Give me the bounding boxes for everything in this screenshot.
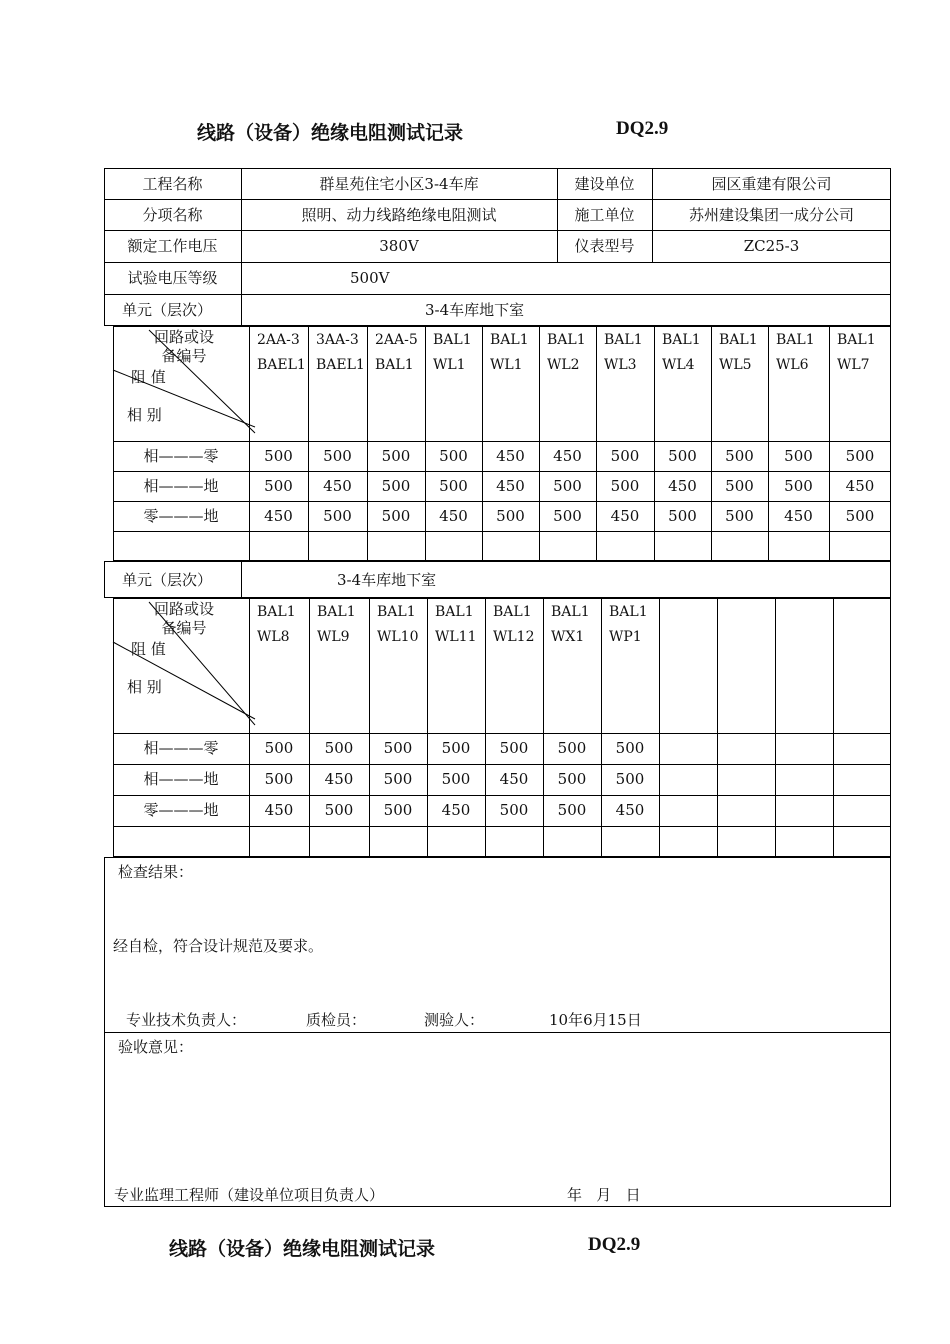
resistance-value xyxy=(775,795,833,826)
test-voltage-label: 试验电压等级 xyxy=(127,269,218,287)
resistance-value: 500 xyxy=(784,477,813,495)
resistance-value xyxy=(717,795,775,826)
inspector-label: 质检员： xyxy=(306,1011,367,1029)
resistance-value: 500 xyxy=(439,447,468,465)
resistance-value: 450 xyxy=(496,447,525,465)
resistance-value: 500 xyxy=(615,739,645,757)
resistance-value xyxy=(659,795,717,826)
circuit-code: BAL1 WL3 xyxy=(604,332,643,373)
resistance-value: 450 xyxy=(845,477,875,495)
circuit-code: BAL1 WL8 xyxy=(257,604,296,645)
resistance-value: 450 xyxy=(668,477,697,495)
tech-lead-label: 专业技术负责人： xyxy=(126,1011,247,1029)
resistance-value: 500 xyxy=(615,770,645,788)
resistance-value xyxy=(833,733,891,764)
resistance-value: 500 xyxy=(264,447,293,465)
resistance-value: 500 xyxy=(553,507,582,525)
supervising-engineer-label: 专业监理工程师（建设单位项目负责人） xyxy=(114,1186,385,1204)
resistance-value: 500 xyxy=(381,507,411,525)
resistance-value: 450 xyxy=(553,447,582,465)
resistance-value: 500 xyxy=(668,507,697,525)
phase-row-label: 零———地 xyxy=(143,801,219,819)
circuit-code: BAL1 WL4 xyxy=(662,332,701,373)
resistance-value: 450 xyxy=(610,507,640,525)
resistance-value: 500 xyxy=(441,739,471,757)
resistance-value: 450 xyxy=(324,770,354,788)
rated-voltage-value: 380V xyxy=(379,237,419,255)
phase-row-label: 零———地 xyxy=(143,507,219,525)
check-date: 10年6月15日 xyxy=(549,1011,642,1029)
resistance-value xyxy=(717,764,775,795)
resistance-value: 500 xyxy=(845,447,875,465)
resistance-value: 500 xyxy=(439,477,468,495)
unit-row-2 xyxy=(104,561,891,598)
unit-label-2: 单元（层次） xyxy=(122,571,213,589)
resistance-value xyxy=(833,795,891,826)
resistance-value: 500 xyxy=(383,770,413,788)
resistance-value: 450 xyxy=(323,477,352,495)
phase-row-label: 相———地 xyxy=(143,477,219,495)
project-name-label: 工程名称 xyxy=(142,175,203,193)
resistance-value: 500 xyxy=(381,447,411,465)
phase-row-label: 相———零 xyxy=(143,739,219,757)
circuit-code: BAL1 WL9 xyxy=(317,604,356,645)
footer-title: 线路（设备）绝缘电阻测试记录 xyxy=(169,1239,436,1260)
resistance-value: 500 xyxy=(264,770,294,788)
unit-value-2: 3-4车库地下室 xyxy=(337,571,437,589)
resistance-value: 500 xyxy=(499,801,529,819)
acceptance-box xyxy=(104,1032,891,1207)
resistance-value: 500 xyxy=(725,477,754,495)
resistance-value: 450 xyxy=(784,507,813,525)
resistance-value: 450 xyxy=(264,507,293,525)
circuit-code: BAL1 WL1 xyxy=(433,332,472,373)
resistance-value: 500 xyxy=(784,447,813,465)
resistance-value: 500 xyxy=(323,507,352,525)
circuit-code: 2AA-5 BAL1 xyxy=(375,332,418,373)
circuit-code: 3AA-3 BAEL1 xyxy=(316,332,365,373)
circuit-code: BAL1 WL7 xyxy=(837,332,876,373)
builder-value: 园区重建有限公司 xyxy=(711,175,832,193)
resistance-value xyxy=(659,764,717,795)
resistance-value: 500 xyxy=(264,739,294,757)
header-resistance-label: 阻 值 xyxy=(131,640,166,658)
contractor-label: 施工单位 xyxy=(574,206,635,224)
resistance-value xyxy=(775,733,833,764)
resistance-value: 500 xyxy=(381,477,411,495)
subitem-label: 分项名称 xyxy=(142,206,203,224)
resistance-value: 500 xyxy=(725,447,754,465)
resistance-value: 500 xyxy=(264,477,293,495)
header-phase-label: 相 别 xyxy=(127,406,162,424)
resistance-value: 500 xyxy=(845,507,875,525)
test-voltage-value: 500V xyxy=(350,269,390,287)
resistance-value: 450 xyxy=(496,477,525,495)
check-conclusion: 经自检，符合设计规范及要求。 xyxy=(113,937,324,955)
builder-label: 建设单位 xyxy=(574,175,635,193)
resistance-value xyxy=(717,733,775,764)
circuit-code: BAL1 WL11 xyxy=(435,604,477,645)
resistance-value xyxy=(659,733,717,764)
page-title: 线路（设备）绝缘电阻测试记录 xyxy=(197,123,464,144)
resistance-value: 500 xyxy=(496,507,525,525)
resistance-value: 500 xyxy=(324,739,354,757)
tester-label: 测验人： xyxy=(424,1011,485,1029)
circuit-code: BAL1 WL12 xyxy=(493,604,535,645)
header-circuit-label: 回路或设备编号 xyxy=(153,600,214,637)
circuit-code: BAL1 WL6 xyxy=(776,332,815,373)
phase-row-label: 相———零 xyxy=(143,447,219,465)
header-circuit-label: 回路或设备编号 xyxy=(153,328,214,365)
footer-code: DQ2.9 xyxy=(588,1234,641,1255)
resistance-value: 500 xyxy=(553,477,582,495)
circuit-code: BAL1 WL2 xyxy=(547,332,586,373)
meter-label: 仪表型号 xyxy=(574,237,635,255)
resistance-value: 500 xyxy=(383,801,413,819)
resistance-value: 500 xyxy=(324,801,354,819)
resistance-value: 500 xyxy=(557,801,587,819)
subitem-value: 照明、动力线路绝缘电阻测试 xyxy=(301,206,497,224)
contractor-value: 苏州建设集团一成分公司 xyxy=(688,206,854,224)
unit-value-1: 3-4车库地下室 xyxy=(425,301,525,319)
acceptance-label: 验收意见： xyxy=(118,1038,194,1056)
resistance-value: 450 xyxy=(264,801,294,819)
circuit-code: BAL1 WX1 xyxy=(551,604,590,645)
resistance-value: 500 xyxy=(323,447,352,465)
circuit-code: BAL1 WP1 xyxy=(609,604,648,645)
resistance-value: 450 xyxy=(499,770,529,788)
circuit-code: BAL1 WL10 xyxy=(377,604,419,645)
resistance-value: 500 xyxy=(557,770,587,788)
resistance-value xyxy=(775,764,833,795)
resistance-value xyxy=(833,764,891,795)
form-code: DQ2.9 xyxy=(616,118,669,139)
resistance-value: 500 xyxy=(668,447,697,465)
resistance-value: 450 xyxy=(439,507,468,525)
rated-voltage-label: 额定工作电压 xyxy=(127,237,218,255)
resistance-value: 500 xyxy=(383,739,413,757)
resistance-value: 500 xyxy=(610,477,640,495)
unit-label-1: 单元（层次） xyxy=(122,301,213,319)
resistance-value: 500 xyxy=(725,507,754,525)
circuit-code: 2AA-3 BAEL1 xyxy=(257,332,306,373)
acceptance-date: 年 月 日 xyxy=(567,1186,641,1204)
circuit-code: BAL1 WL5 xyxy=(719,332,758,373)
phase-row-label: 相———地 xyxy=(143,770,219,788)
project-name-value: 群星苑住宅小区3-4车库 xyxy=(319,175,479,193)
resistance-value: 500 xyxy=(557,739,587,757)
header-resistance-label: 阻 值 xyxy=(131,368,166,386)
resistance-value: 500 xyxy=(610,447,640,465)
resistance-value: 500 xyxy=(441,770,471,788)
resistance-value: 500 xyxy=(499,739,529,757)
check-result-label: 检查结果： xyxy=(118,863,194,881)
circuit-code: BAL1 WL1 xyxy=(490,332,529,373)
resistance-value: 450 xyxy=(441,801,471,819)
meter-value: ZC25-3 xyxy=(743,237,800,255)
header-phase-label: 相 别 xyxy=(127,678,162,696)
resistance-value: 450 xyxy=(615,801,645,819)
